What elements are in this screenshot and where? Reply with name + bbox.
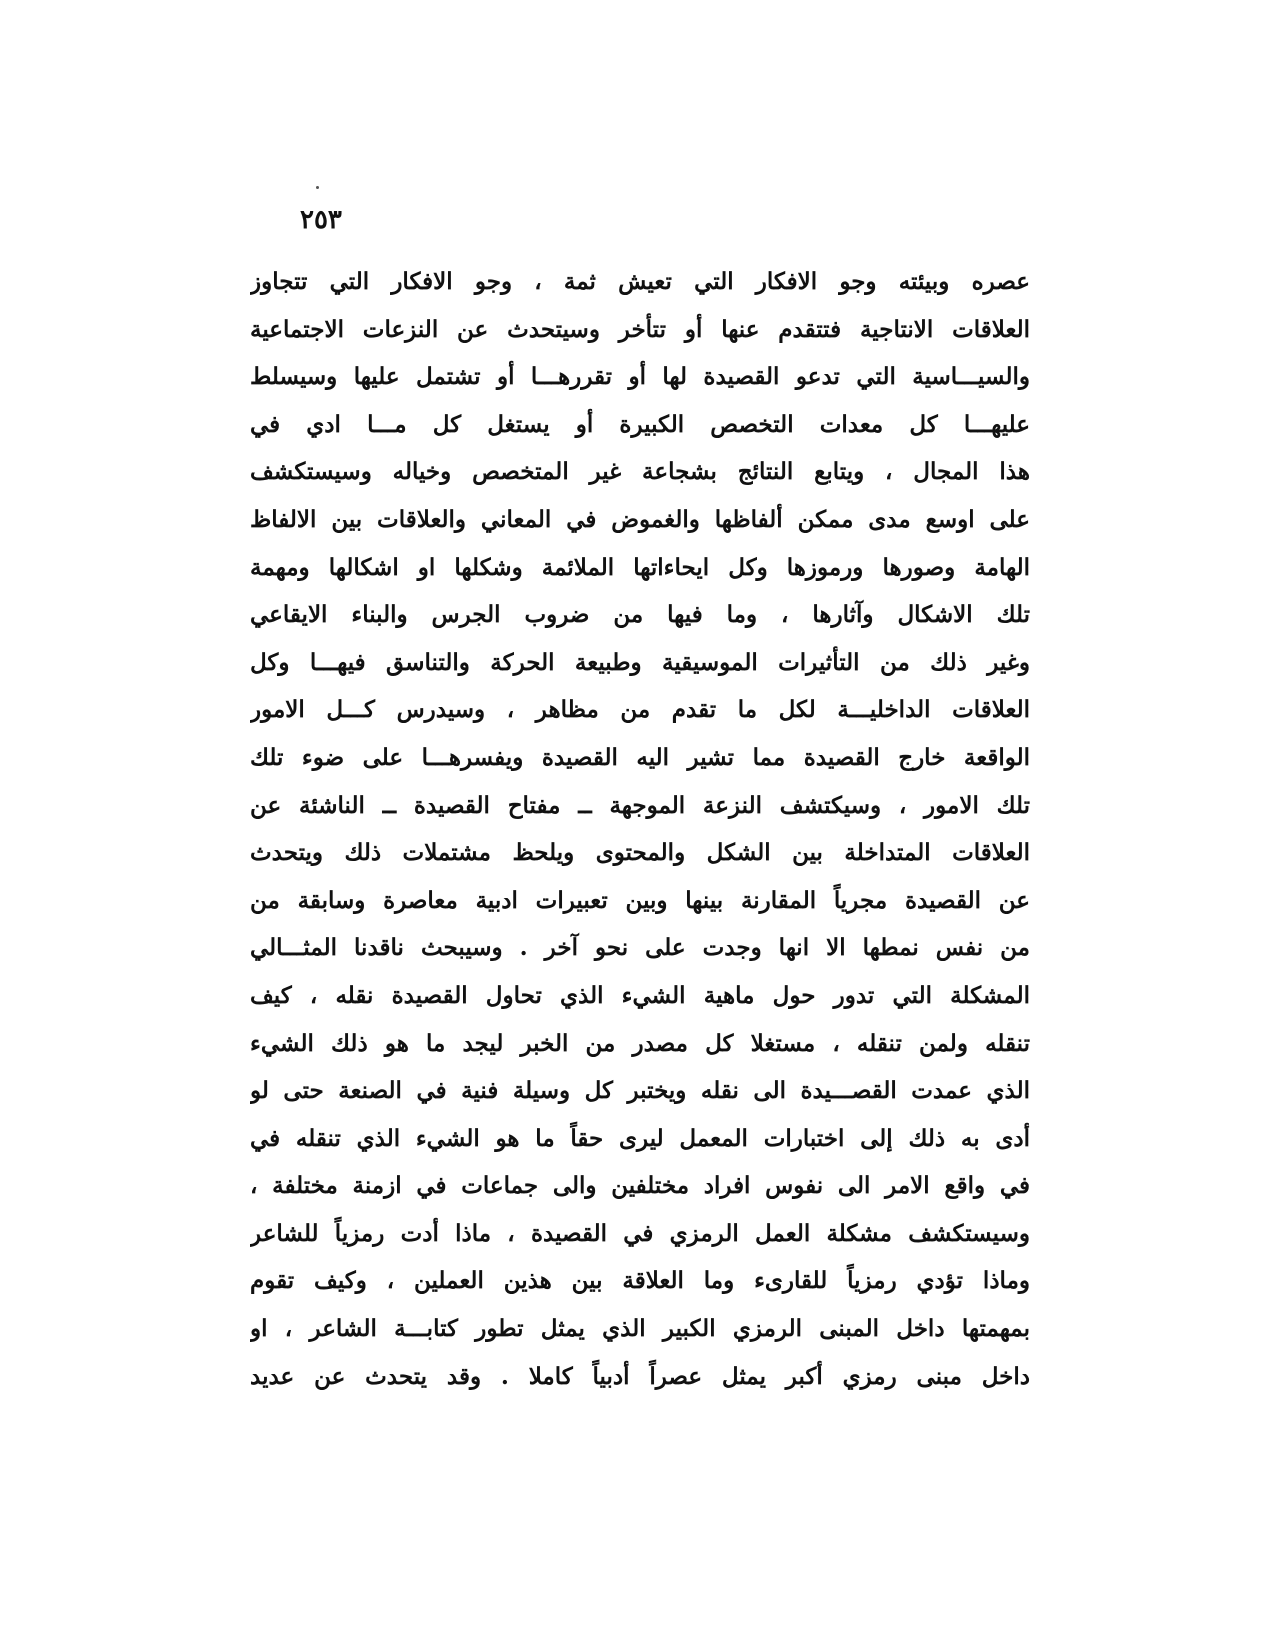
text-line: بمهمتها داخل المبنى الرمزي الكبير الذي يمثل تطور كتابـــة الشاعر ، او [250, 1315, 1030, 1343]
text-line: من نفس نمطها الا انها وجدت على نحو آخر . وسيبحث ناقدنا المثـــالي [250, 934, 1030, 962]
text-line: وغير ذلك من التأثيرات الموسيقية وطبيعة الحركة والتناسق فيهـــا وكل [250, 648, 1030, 676]
text-line: هذا المجال ، ويتابع النتائج بشجاعة غير المتخصص وخياله وسيستكشف [250, 458, 1030, 486]
text-line: العلاقات المتداخلة بين الشكل والمحتوى ويلحظ مشتملات ذلك ويتحدث [250, 839, 1030, 867]
text-line: في واقع الامر الى نفوس افراد مختلفين والى جماعات في ازمنة مختلفة ، [250, 1172, 1030, 1200]
text-line: العلاقات الداخليـــة لكل ما تقدم من مظاهر ، وسيدرس كـــل الامور [250, 696, 1030, 724]
print-speck [316, 186, 319, 189]
text-line: أدى به ذلك إلى اختبارات المعمل ليرى حقاً ما هو الشيء الذي تنقله في [250, 1124, 1030, 1152]
text-line: على اوسع مدى ممكن ألفاظها والغموض في المعاني والعلاقات بين الالفاظ [250, 505, 1030, 533]
text-line: تلك الامور ، وسيكتشف النزعة الموجهة ــ مفتاح القصيدة ــ الناشئة عن [250, 791, 1030, 819]
body-text [250, 258, 1030, 1400]
text-line: عن القصيدة مجرياً المقارنة بينها وبين تعبيرات ادبية معاصرة وسابقة من [250, 886, 1030, 914]
text-line: العلاقات الانتاجية فتتقدم عنها أو تتأخر وسيتحدث عن النزعات الاجتماعية [250, 315, 1030, 343]
text-line: داخل مبنى رمزي أكبر يمثل عصراً أدبياً كاملا . وقد يتحدث عن عديد [250, 1362, 1030, 1390]
text-line: وماذا تؤدي رمزياً للقارىء وما العلاقة بين هذين العملين ، وكيف تقوم [250, 1267, 1030, 1295]
text-line: والسيـــاسية التي تدعو القصيدة لها أو تقررهـــا أو تشتمل عليها وسيسلط [250, 363, 1030, 391]
text-line: تلك الاشكال وآثارها ، وما فيها من ضروب الجرس والبناء الايقاعي [250, 601, 1030, 629]
text-line: وسيستكشف مشكلة العمل الرمزي في القصيدة ، ماذا أدت رمزياً للشاعر [250, 1219, 1030, 1247]
text-line: عصره وبيئته وجو الافكار التي تعيش ثمة ، وجو الافكار التي تتجاوز [250, 268, 1030, 295]
page-number: ٢٥٣ [300, 205, 342, 235]
text-line: عليهـــا كل معدات التخصص الكبيرة أو يستغل كل مـــا ادي في [250, 410, 1030, 438]
text-line: الواقعة خارج القصيدة مما تشير اليه القصيدة ويفسرهـــا على ضوء تلك [250, 743, 1030, 771]
text-line: المشكلة التي تدور حول ماهية الشيء الذي تحاول القصيدة نقله ، كيف [250, 981, 1030, 1009]
text-line: تنقله ولمن تنقله ، مستغلا كل مصدر من الخبر ليجد ما هو ذلك الشيء [250, 1029, 1030, 1057]
text-line: الهامة وصورها ورموزها وكل ايحاءاتها الملائمة وشكلها او اشكالها ومهمة [250, 553, 1030, 581]
text-line: الذي عمدت القصـــيدة الى نقله ويختبر كل وسيلة فنية في الصنعة حتى لو [250, 1077, 1030, 1105]
